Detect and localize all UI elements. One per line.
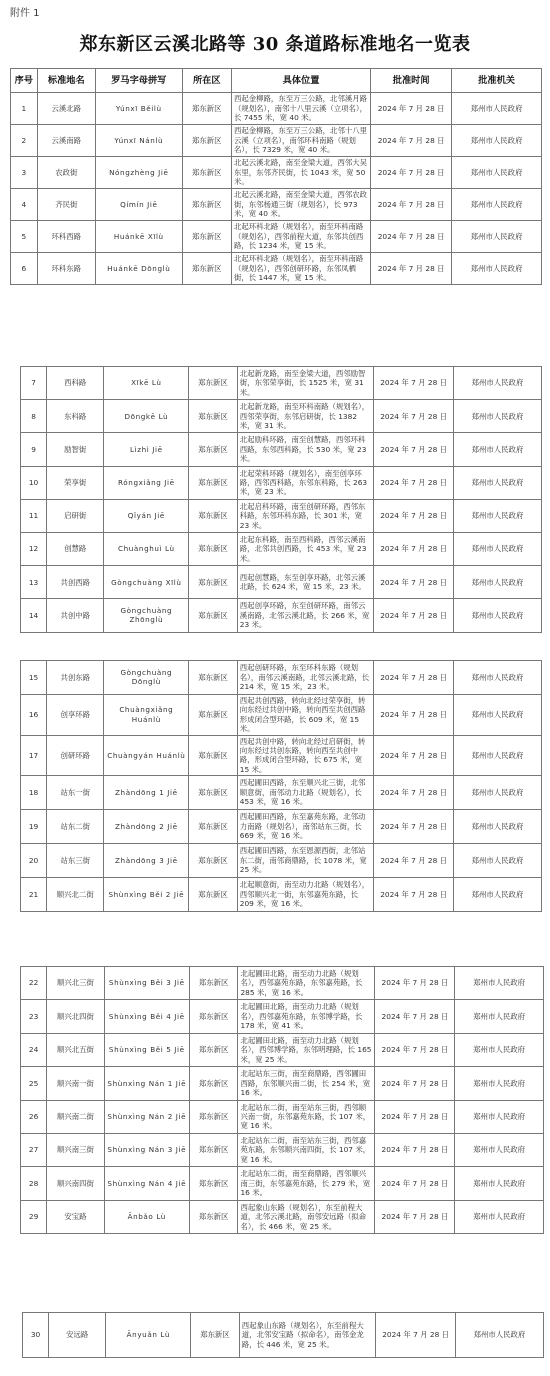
district-cell: 郑东新区 (189, 1200, 238, 1233)
pinyin-spelling-cell: Nóngzhèng Jiē (95, 157, 182, 189)
standard-name-cell: 环科东路 (37, 253, 95, 285)
district-cell: 郑东新区 (189, 1133, 238, 1166)
roads-table (20, 966, 544, 1234)
pinyin-spelling-cell: Yúnxī Nánlù (95, 125, 182, 157)
document-title: 郑东新区云溪北路等 30 条道路标准地名一览表 (79, 34, 471, 55)
location-cell: 西起圃田西路，东至顺兴北三街，北邻顺意街，南邻动力北路（规划名），长 453 米，宽 16 米。 (237, 776, 374, 810)
approval-authority-cell: 郑州市人民政府 (455, 1067, 543, 1100)
district-cell: 郑东新区 (189, 367, 238, 400)
district-cell: 郑东新区 (189, 1167, 238, 1200)
district-cell: 郑东新区 (189, 843, 238, 877)
approval-authority-cell: 郑州市人民政府 (452, 221, 542, 253)
table-segment (22, 1312, 543, 1358)
table-row (21, 735, 542, 776)
approval-authority-cell: 郑州市人民政府 (453, 599, 541, 632)
district-cell: 郑东新区 (182, 189, 231, 221)
approval-authority-cell: 郑州市人民政府 (455, 1133, 543, 1166)
row-number-cell: 20 (21, 843, 47, 877)
standard-name-cell: 顺兴南二街 (47, 1100, 105, 1133)
location-cell: 北起圃田北路，南至动力北路（规划名），西邻嘉苑东路，东邻嘉苑路，长 285 米，宽 16 米。 (238, 967, 375, 1000)
district-cell: 郑东新区 (189, 1100, 238, 1133)
district-cell: 郑东新区 (189, 810, 238, 844)
standard-name-cell: 云溪南路 (37, 125, 95, 157)
pinyin-spelling-cell: Lìzhì Jiē (104, 433, 189, 466)
row-number-cell: 17 (21, 735, 47, 776)
standard-name-cell: 励智街 (47, 433, 104, 466)
approval-date-cell: 2024 年 7 月 28 日 (374, 735, 454, 776)
standard-name-cell: 安宝路 (47, 1200, 105, 1233)
standard-name-cell: 共创中路 (47, 599, 104, 632)
location-cell: 北起圃田北路，南至动力北路（规划名），西邻嘉苑东路，东邻博学路，长 178 米，宽 41 米。 (238, 1000, 375, 1033)
standard-name-cell: 云溪北路 (37, 93, 95, 125)
approval-authority-cell: 郑州市人民政府 (453, 433, 541, 466)
row-number-cell: 8 (21, 400, 47, 433)
standard-name-cell: 顺兴南一街 (47, 1067, 105, 1100)
approval-date-cell: 2024 年 7 月 28 日 (374, 810, 454, 844)
location-cell: 北起新龙路，南至金梁大道，西邻励智街，东邻荣享街，长 1525 米，宽 31 米。 (237, 367, 374, 400)
table-row (21, 1033, 544, 1066)
approval-authority-cell: 郑州市人民政府 (453, 694, 541, 735)
row-number-cell: 6 (11, 253, 38, 285)
approval-authority-cell: 郑州市人民政府 (453, 735, 541, 776)
column-header-pinyin-spelling: 罗马字母拼写 (95, 69, 182, 93)
pinyin-spelling-cell: Shùnxìng Nán 1 Jiē (104, 1067, 189, 1100)
approval-date-cell: 2024 年 7 月 28 日 (376, 1313, 456, 1358)
district-cell: 郑东新区 (189, 466, 238, 499)
district-cell: 郑东新区 (191, 1313, 240, 1358)
table-segment (20, 966, 543, 1234)
district-cell: 郑东新区 (189, 1067, 238, 1100)
district-cell: 郑东新区 (189, 499, 238, 532)
column-header-row-number: 序号 (11, 69, 38, 93)
row-number-cell: 21 (21, 877, 47, 911)
row-number-cell: 19 (21, 810, 47, 844)
approval-authority-cell: 郑州市人民政府 (452, 157, 542, 189)
row-number-cell: 12 (21, 532, 47, 565)
column-header-district: 所在区 (182, 69, 231, 93)
row-number-cell: 14 (21, 599, 47, 632)
location-cell: 西起创享环路，东至创研环路，南邻云溪南路，北邻云溪北路，长 266 米，宽 23 米。 (237, 599, 374, 632)
location-cell: 西起金柳路，东至万三公路，北邻十八里云溪（立项名），南邻环科南路（规划名），长 7329 米，宽 40 米。 (231, 125, 370, 157)
column-header-approval-date: 批准时间 (371, 69, 452, 93)
standard-name-cell: 站东一街 (47, 776, 104, 810)
approval-authority-cell: 郑州市人民政府 (453, 810, 541, 844)
standard-name-cell: 农政街 (37, 157, 95, 189)
table-row (21, 967, 544, 1000)
district-cell: 郑东新区 (182, 93, 231, 125)
location-cell: 北起东科路，南至西科路，西邻云溪南路，北邻共创西路，长 453 米，宽 23 米。 (237, 532, 374, 565)
approval-date-cell: 2024 年 7 月 28 日 (371, 221, 452, 253)
row-number-cell: 4 (11, 189, 38, 221)
table-row (21, 466, 542, 499)
approval-date-cell: 2024 年 7 月 28 日 (374, 367, 454, 400)
row-number-cell: 5 (11, 221, 38, 253)
roads-table (20, 366, 542, 633)
row-number-cell: 11 (21, 499, 47, 532)
standard-name-cell: 顺兴北三街 (47, 967, 105, 1000)
row-number-cell: 3 (11, 157, 38, 189)
pinyin-spelling-cell: Zhàndōng 3 Jiē (104, 843, 189, 877)
table-segment (20, 660, 541, 912)
row-number-cell: 2 (11, 125, 38, 157)
district-cell: 郑东新区 (189, 566, 238, 599)
roads-table (22, 1312, 544, 1358)
approval-authority-cell: 郑州市人民政府 (455, 1000, 543, 1033)
table-segment (10, 68, 541, 285)
standard-name-cell: 创享环路 (47, 694, 104, 735)
approval-date-cell: 2024 年 7 月 28 日 (371, 253, 452, 285)
location-cell: 北起荣科环路（规划名），南至创享环路，西邻西科路，东邻东科路，长 263 米，宽 23 米。 (237, 466, 374, 499)
table-row (21, 566, 542, 599)
location-cell: 北起圃田北路，南至动力北路（规划名），西邻博学路，东邻明理路，长 165 米，宽 25 米。 (238, 1033, 375, 1066)
row-number-cell: 1 (11, 93, 38, 125)
approval-authority-cell: 郑州市人民政府 (453, 661, 541, 695)
table-row (11, 189, 542, 221)
column-header-location: 具体位置 (231, 69, 370, 93)
approval-authority-cell: 郑州市人民政府 (453, 400, 541, 433)
district-cell: 郑东新区 (182, 157, 231, 189)
district-cell: 郑东新区 (189, 532, 238, 565)
table-header-row (11, 69, 542, 93)
table-row (21, 1167, 544, 1200)
pinyin-spelling-cell: Shùnxìng Běi 2 Jiē (104, 877, 189, 911)
pinyin-spelling-cell: Qǐyán Jiē (104, 499, 189, 532)
approval-date-cell: 2024 年 7 月 28 日 (374, 599, 454, 632)
standard-name-cell: 共创西路 (47, 566, 104, 599)
approval-authority-cell: 郑州市人民政府 (452, 189, 542, 221)
row-number-cell: 16 (21, 694, 47, 735)
table-row (21, 661, 542, 695)
district-cell: 郑东新区 (189, 661, 238, 695)
pinyin-spelling-cell: Yúnxī Běilù (95, 93, 182, 125)
district-cell: 郑东新区 (189, 599, 238, 632)
approval-authority-cell: 郑州市人民政府 (455, 967, 543, 1000)
district-cell: 郑东新区 (182, 253, 231, 285)
approval-date-cell: 2024 年 7 月 28 日 (375, 967, 455, 1000)
pinyin-spelling-cell: Shùnxìng Nán 2 Jiē (104, 1100, 189, 1133)
table-row (21, 694, 542, 735)
location-cell: 北起云溪北路，南至金梁大道，西邻农政街，东邻杨通三街（规划名），长 973 米，宽 40 米。 (231, 189, 370, 221)
pinyin-spelling-cell: Róngxiǎng Jiē (104, 466, 189, 499)
location-cell: 西起象山东路（规划名），东至前程大道，北邻云溪北路，南邻安远路（拟命名），长 466 米，宽 25 米。 (238, 1200, 375, 1233)
table-row (21, 1100, 544, 1133)
approval-date-cell: 2024 年 7 月 28 日 (374, 694, 454, 735)
district-cell: 郑东新区 (189, 776, 238, 810)
standard-name-cell: 荣享街 (47, 466, 104, 499)
location-cell: 北起环科北路（规划名），南至环科南路（规划名），西邻创研环路，东邻凤栖街，长 1447 米，宽 15 米。 (231, 253, 370, 285)
table-row (21, 877, 542, 911)
location-cell: 西起创慧路，东至创享环路，北邻云溪北路，长 624 米，宽 15 米，23 米。 (237, 566, 374, 599)
row-number-cell: 13 (21, 566, 47, 599)
approval-authority-cell: 郑州市人民政府 (455, 1313, 543, 1358)
approval-authority-cell: 郑州市人民政府 (453, 499, 541, 532)
table-row (11, 125, 542, 157)
district-cell: 郑东新区 (182, 125, 231, 157)
standard-name-cell: 顺兴北五街 (47, 1033, 105, 1066)
district-cell: 郑东新区 (189, 1033, 238, 1066)
pinyin-spelling-cell: Gòngchuàng Zhōnglù (104, 599, 189, 632)
pinyin-spelling-cell: Zhàndōng 1 Jiē (104, 776, 189, 810)
approval-date-cell: 2024 年 7 月 28 日 (371, 157, 452, 189)
location-cell: 北起励科环路，南至创慧路，西邻环科西路，东邻西科路，长 530 米，宽 23 米。 (237, 433, 374, 466)
pinyin-spelling-cell: Shùnxìng Běi 5 Jiē (104, 1033, 189, 1066)
location-cell: 北起云溪北路，南至金梁大道，西邻大吴东里，东邻齐民街，长 1043 米，宽 50 米。 (231, 157, 370, 189)
standard-name-cell: 创研环路 (47, 735, 104, 776)
district-cell: 郑东新区 (189, 400, 238, 433)
row-number-cell: 25 (21, 1067, 47, 1100)
table-row (11, 93, 542, 125)
pinyin-spelling-cell: Ānyuǎn Lù (106, 1313, 191, 1358)
district-cell: 郑东新区 (189, 433, 238, 466)
row-number-cell: 10 (21, 466, 47, 499)
standard-name-cell: 顺兴北四街 (47, 1000, 105, 1033)
approval-authority-cell: 郑州市人民政府 (455, 1167, 543, 1200)
standard-name-cell: 顺兴北二街 (47, 877, 104, 911)
approval-authority-cell: 郑州市人民政府 (455, 1200, 543, 1233)
table-row (21, 1000, 544, 1033)
pinyin-spelling-cell: Dōngkē Lù (104, 400, 189, 433)
row-number-cell: 15 (21, 661, 47, 695)
approval-date-cell: 2024 年 7 月 28 日 (374, 466, 454, 499)
standard-name-cell: 东科路 (47, 400, 104, 433)
pinyin-spelling-cell: Chuàngyán Huánlù (104, 735, 189, 776)
approval-date-cell: 2024 年 7 月 28 日 (374, 566, 454, 599)
pinyin-spelling-cell: Ānbǎo Lù (104, 1200, 189, 1233)
location-cell: 北起顺意街，南至动力北路（规划名），西邻顺兴北一街，东邻嘉苑东路，长 209 米，宽 16 米。 (237, 877, 374, 911)
attachment-label: 附件 1 (10, 8, 40, 19)
approval-date-cell: 2024 年 7 月 28 日 (371, 125, 452, 157)
approval-authority-cell: 郑州市人民政府 (453, 877, 541, 911)
approval-authority-cell: 郑州市人民政府 (455, 1033, 543, 1066)
pinyin-spelling-cell: Gòngchuàng Dōnglù (104, 661, 189, 695)
location-cell: 西起创研环路，东至环科东路（规划名），南邻云溪南路，北邻云溪北路，长 214 米，宽 15 米，23 米。 (237, 661, 374, 695)
approval-date-cell: 2024 年 7 月 28 日 (375, 1200, 455, 1233)
table-row (21, 599, 542, 632)
approval-date-cell: 2024 年 7 月 28 日 (375, 1100, 455, 1133)
table-row (21, 1200, 544, 1233)
location-cell: 北起站东二街，南至站东三街，西邻嘉苑东路，东邻顺兴南四街，长 107 米，宽 16 米。 (238, 1133, 375, 1166)
pinyin-spelling-cell: Chuànghuì Lù (104, 532, 189, 565)
location-cell: 西起象山东路（规划名），东至前程大道，北邻安宝路（拟命名），南邻金龙路，长 446 米，宽 25 米。 (239, 1313, 376, 1358)
table-row (21, 400, 542, 433)
table-segment (20, 366, 541, 633)
location-cell: 北起站东二街，南至商鼎路，西邻顺兴南三街，东邻嘉苑东路，长 279 米，宽 16 米。 (238, 1167, 375, 1200)
approval-date-cell: 2024 年 7 月 28 日 (371, 189, 452, 221)
standard-name-cell: 环科西路 (37, 221, 95, 253)
table-row (21, 810, 542, 844)
pinyin-spelling-cell: Huánkē Dōnglù (95, 253, 182, 285)
roads-table (20, 660, 542, 912)
standard-name-cell: 站东二街 (47, 810, 104, 844)
location-cell: 西起金柳路，东至万三公路，北邻溪月路（规划名），南邻十八里云溪（立项名），长 7455 米，宽 40 米。 (231, 93, 370, 125)
row-number-cell: 23 (21, 1000, 47, 1033)
standard-name-cell: 西科路 (47, 367, 104, 400)
table-row (21, 433, 542, 466)
pinyin-spelling-cell: Shùnxìng Běi 3 Jiē (104, 967, 189, 1000)
approval-date-cell: 2024 年 7 月 28 日 (374, 499, 454, 532)
district-cell: 郑东新区 (189, 877, 238, 911)
approval-authority-cell: 郑州市人民政府 (453, 843, 541, 877)
table-row (21, 1133, 544, 1166)
row-number-cell: 7 (21, 367, 47, 400)
approval-date-cell: 2024 年 7 月 28 日 (375, 1067, 455, 1100)
location-cell: 西起共创西路，转向北经过荣享街，转向东经过共创中路，转向西至共创西路形成闭合型环路，长 609 米，宽 15 米。 (237, 694, 374, 735)
row-number-cell: 24 (21, 1033, 47, 1066)
standard-name-cell: 站东三街 (47, 843, 104, 877)
row-number-cell: 27 (21, 1133, 47, 1166)
pinyin-spelling-cell: Xīkē Lù (104, 367, 189, 400)
approval-authority-cell: 郑州市人民政府 (453, 466, 541, 499)
location-cell: 西起共创中路，转向北经过启研街，转向东经过共创东路，转向西至共创中路，形成闭合型环路，长 675 米，宽 15 米。 (237, 735, 374, 776)
location-cell: 北起站东三街，南至商鼎路，西邻圃田西路，东邻顺兴南二街，长 254 米，宽 16 米。 (238, 1067, 375, 1100)
approval-date-cell: 2024 年 7 月 28 日 (374, 843, 454, 877)
approval-date-cell: 2024 年 7 月 28 日 (374, 661, 454, 695)
location-cell: 北起环科北路（规划名），南至环科南路（规划名），西邻前程大道，东邻共创西路，长 1234 米，宽 15 米。 (231, 221, 370, 253)
approval-authority-cell: 郑州市人民政府 (453, 367, 541, 400)
standard-name-cell: 顺兴南四街 (47, 1167, 105, 1200)
pinyin-spelling-cell: Shùnxìng Nán 4 Jiē (104, 1167, 189, 1200)
row-number-cell: 28 (21, 1167, 47, 1200)
standard-name-cell: 启研街 (47, 499, 104, 532)
row-number-cell: 26 (21, 1100, 47, 1133)
district-cell: 郑东新区 (189, 967, 238, 1000)
table-row (11, 221, 542, 253)
location-cell: 西起圃田西路，东至嘉苑东路，北邻动力南路（规划名），南邻站东三街，长 669 米，宽 16 米。 (237, 810, 374, 844)
approval-authority-cell: 郑州市人民政府 (453, 532, 541, 565)
standard-name-cell: 安远路 (49, 1313, 106, 1358)
table-row (21, 367, 542, 400)
location-cell: 北起站东二街，南至站东三街，西邻顺兴南一街，东邻嘉苑东路，长 107 米，宽 16 米。 (238, 1100, 375, 1133)
approval-date-cell: 2024 年 7 月 28 日 (375, 1000, 455, 1033)
approval-date-cell: 2024 年 7 月 28 日 (374, 532, 454, 565)
standard-name-cell: 齐民街 (37, 189, 95, 221)
row-number-cell: 9 (21, 433, 47, 466)
approval-date-cell: 2024 年 7 月 28 日 (371, 93, 452, 125)
table-row (23, 1313, 544, 1358)
approval-authority-cell: 郑州市人民政府 (452, 93, 542, 125)
table-row (21, 499, 542, 532)
approval-date-cell: 2024 年 7 月 28 日 (375, 1033, 455, 1066)
row-number-cell: 30 (23, 1313, 49, 1358)
district-cell: 郑东新区 (189, 1000, 238, 1033)
pinyin-spelling-cell: Zhàndōng 2 Jiē (104, 810, 189, 844)
column-header-standard-name: 标准地名 (37, 69, 95, 93)
table-row (21, 776, 542, 810)
approval-date-cell: 2024 年 7 月 28 日 (374, 400, 454, 433)
location-cell: 北起新龙路，南至环科南路（规划名），西邻荣享街，东邻启研街，长 1382 米，宽 31 米。 (237, 400, 374, 433)
district-cell: 郑东新区 (189, 735, 238, 776)
pinyin-spelling-cell: Gòngchuàng Xīlù (104, 566, 189, 599)
pinyin-spelling-cell: Huánkē Xīlù (95, 221, 182, 253)
location-cell: 北起启科环路，南至创研环路，西邻东科路，东邻环科东路，长 301 米，宽 23 米。 (237, 499, 374, 532)
approval-authority-cell: 郑州市人民政府 (455, 1100, 543, 1133)
table-row (11, 157, 542, 189)
district-cell: 郑东新区 (182, 221, 231, 253)
pinyin-spelling-cell: Shùnxìng Běi 4 Jiē (104, 1000, 189, 1033)
standard-name-cell: 创慧路 (47, 532, 104, 565)
row-number-cell: 29 (21, 1200, 47, 1233)
table-row (21, 532, 542, 565)
table-row (21, 843, 542, 877)
standard-name-cell: 共创东路 (47, 661, 104, 695)
column-header-approval-authority: 批准机关 (452, 69, 542, 93)
location-cell: 西起圃田西路，东至恩源西街，北邻站东二街，南邻商鼎路，长 1078 米，宽 25 米。 (237, 843, 374, 877)
pinyin-spelling-cell: Qímín Jiē (95, 189, 182, 221)
approval-authority-cell: 郑州市人民政府 (453, 566, 541, 599)
pinyin-spelling-cell: Chuàngxiǎng Huánlù (104, 694, 189, 735)
standard-name-cell: 顺兴南三街 (47, 1133, 105, 1166)
table-row (11, 253, 542, 285)
approval-authority-cell: 郑州市人民政府 (452, 125, 542, 157)
approval-date-cell: 2024 年 7 月 28 日 (375, 1167, 455, 1200)
row-number-cell: 22 (21, 967, 47, 1000)
table-row (21, 1067, 544, 1100)
row-number-cell: 18 (21, 776, 47, 810)
approval-date-cell: 2024 年 7 月 28 日 (374, 877, 454, 911)
roads-table (10, 68, 542, 285)
approval-authority-cell: 郑州市人民政府 (453, 776, 541, 810)
pinyin-spelling-cell: Shùnxìng Nán 3 Jiē (104, 1133, 189, 1166)
approval-date-cell: 2024 年 7 月 28 日 (374, 776, 454, 810)
approval-date-cell: 2024 年 7 月 28 日 (374, 433, 454, 466)
approval-authority-cell: 郑州市人民政府 (452, 253, 542, 285)
district-cell: 郑东新区 (189, 694, 238, 735)
approval-date-cell: 2024 年 7 月 28 日 (375, 1133, 455, 1166)
